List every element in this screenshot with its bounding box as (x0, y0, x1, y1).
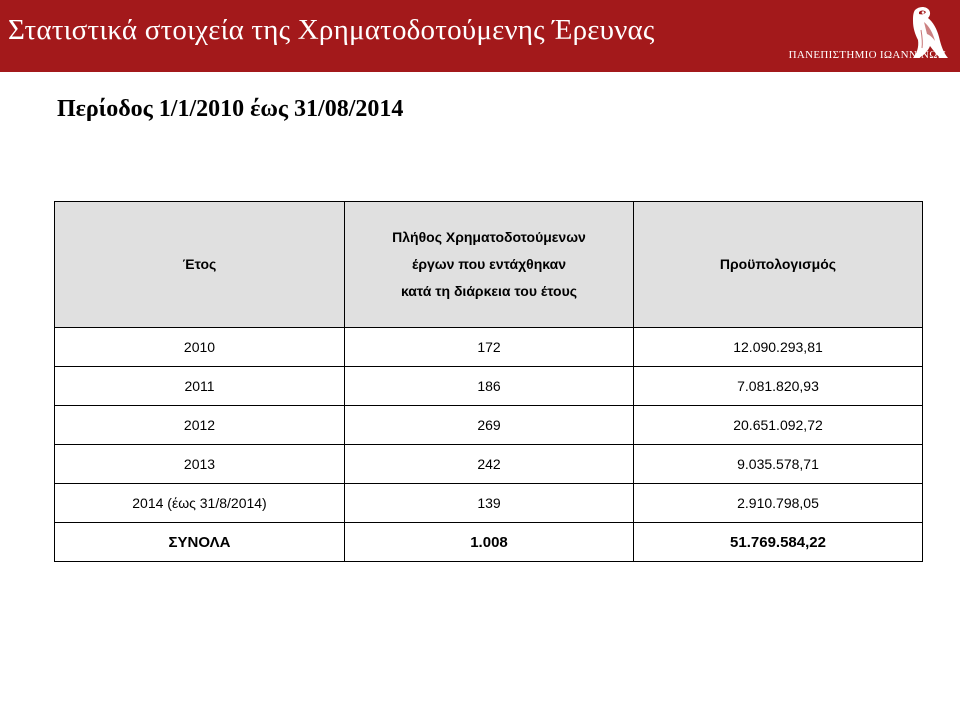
cell-budget: 9.035.578,71 (634, 445, 923, 484)
slide-title: Στατιστικά στοιχεία της Χρηματοδοτούμενης Έρευνας (8, 14, 655, 46)
totals-label: ΣΥΝΟΛΑ (55, 523, 345, 562)
cell-budget: 2.910.798,05 (634, 484, 923, 523)
cell-year: 2010 (55, 328, 345, 367)
cell-projects: 242 (345, 445, 634, 484)
totals-budget: 51.769.584,22 (634, 523, 923, 562)
cell-projects: 139 (345, 484, 634, 523)
cell-projects: 172 (345, 328, 634, 367)
header-budget: Προϋπολογισμός (634, 202, 923, 328)
cell-year: 2011 (55, 367, 345, 406)
header-year: Έτος (55, 202, 345, 328)
cell-projects: 269 (345, 406, 634, 445)
cell-budget: 7.081.820,93 (634, 367, 923, 406)
table-row (55, 328, 923, 367)
cell-budget: 20.651.092,72 (634, 406, 923, 445)
table-row (55, 406, 923, 445)
cell-year: 2013 (55, 445, 345, 484)
totals-row (55, 523, 923, 562)
period-heading: Περίοδος 1/1/2010 έως 31/08/2014 (57, 96, 404, 122)
cell-year: 2012 (55, 406, 345, 445)
table-header-row (55, 202, 923, 328)
cell-year: 2014 (έως 31/8/2014) (55, 484, 345, 523)
funding-table (54, 201, 923, 562)
cell-budget: 12.090.293,81 (634, 328, 923, 367)
table-row (55, 367, 923, 406)
header-projects: Πλήθος Χρηματοδοτούμενων έργων που εντάχθηκαν κατά τη διάρκεια του έτους (345, 202, 634, 328)
cell-projects: 186 (345, 367, 634, 406)
title-banner (0, 0, 960, 72)
table-row (55, 484, 923, 523)
totals-projects: 1.008 (345, 523, 634, 562)
table-row (55, 445, 923, 484)
university-name: ΠΑΝΕΠΙΣΤΗΜΙΟ ΙΩΑΝΝΙΝΩΝ (788, 49, 946, 61)
